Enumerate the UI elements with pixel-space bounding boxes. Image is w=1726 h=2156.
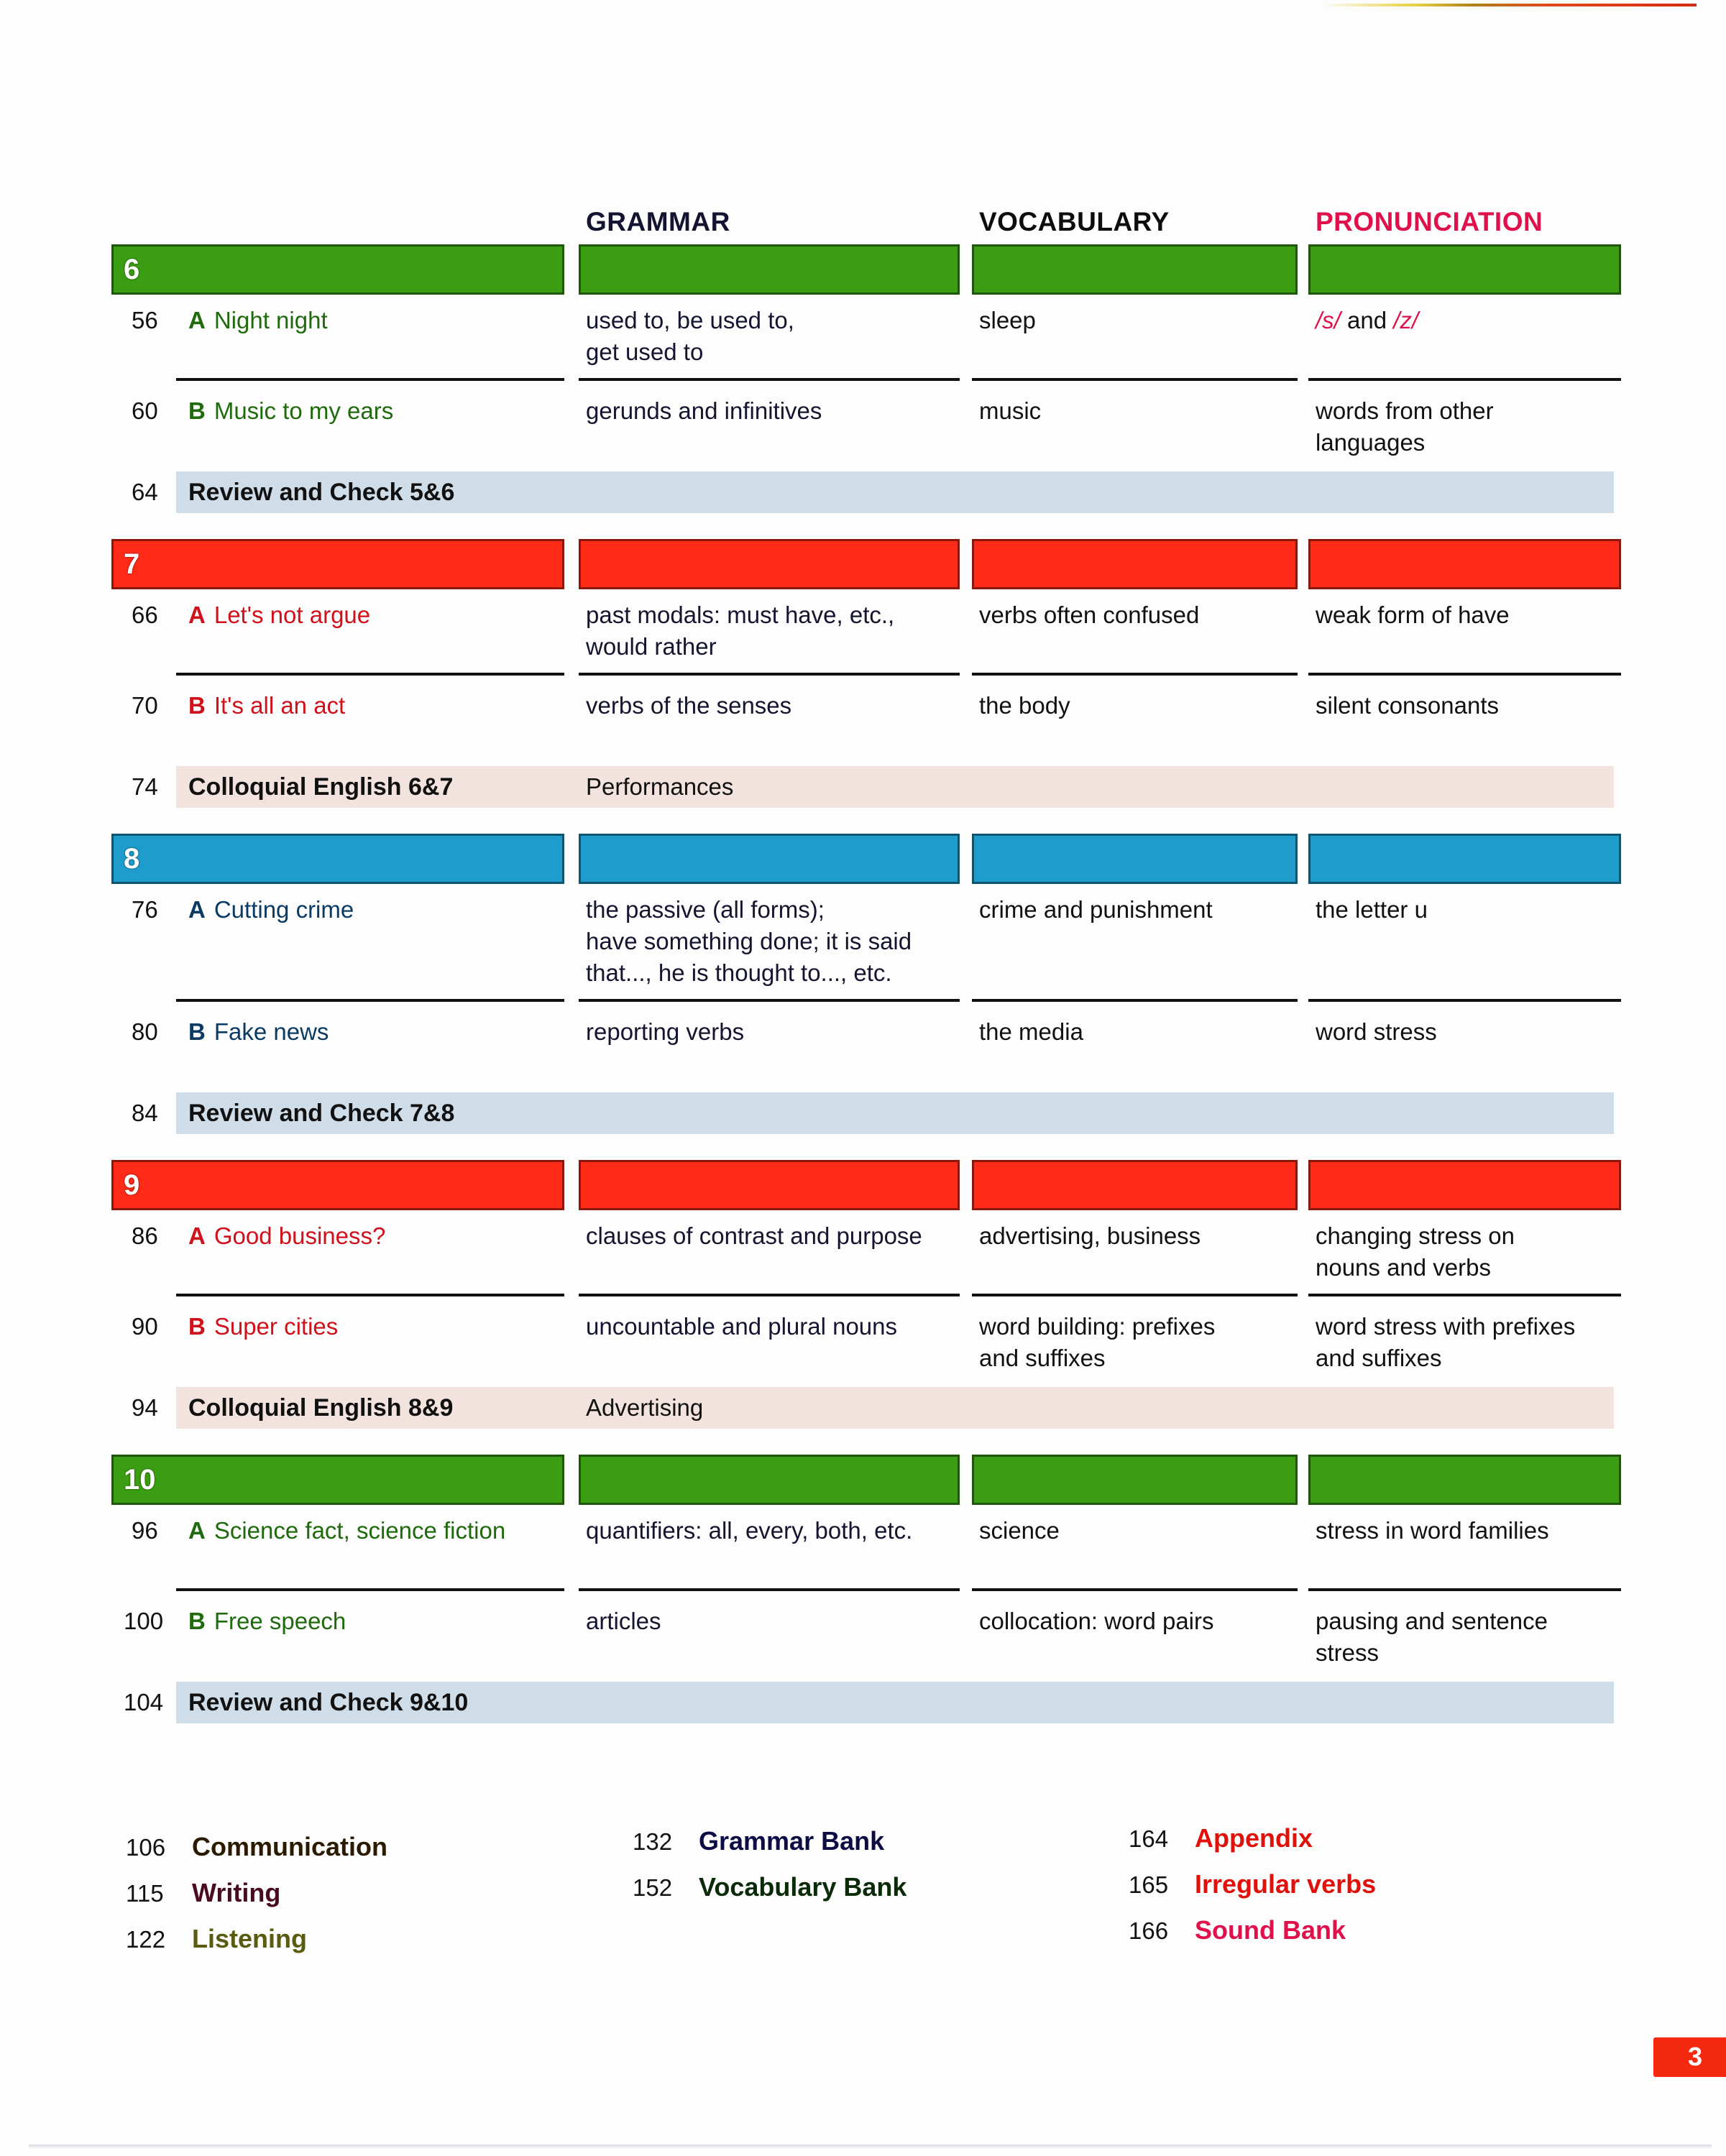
vocabulary-line: verbs often confused — [979, 602, 1200, 628]
grammar-line: clauses of contrast and purpose — [586, 1222, 922, 1249]
unit-color-bar — [1308, 539, 1621, 589]
band-label: Review and Check 7&8 — [188, 1100, 455, 1127]
pronunciation-cell — [1316, 1220, 1515, 1284]
lesson-title: Fake news — [214, 1018, 329, 1045]
band-label: Review and Check 9&10 — [188, 1689, 469, 1716]
unit-number: 7 — [124, 548, 140, 580]
vocabulary-line: word building: prefixes — [979, 1313, 1216, 1340]
lesson-divider — [176, 1294, 564, 1296]
grammar-cell — [586, 894, 912, 989]
grammar-line: would rather — [586, 633, 717, 660]
footer-page-number: 132 — [633, 1828, 673, 1855]
grammar-line: quantifiers: all, every, both, etc. — [586, 1517, 913, 1544]
footer-link-listening[interactable] — [126, 1923, 307, 1955]
grammar-line: articles — [586, 1608, 661, 1634]
grammar-line: reporting verbs — [586, 1018, 745, 1045]
lesson-page-number: 80 — [132, 1018, 158, 1045]
pronunciation-cell — [1316, 690, 1499, 722]
lesson-title: Let's not argue — [214, 602, 371, 628]
footer-page-number: 165 — [1129, 1871, 1169, 1898]
lesson-title: Super cities — [214, 1313, 339, 1340]
grammar-cell — [586, 1311, 897, 1342]
lesson-letter: B — [188, 397, 206, 424]
lesson-letter: A — [188, 1222, 206, 1249]
pronunciation-cell — [1316, 599, 1510, 631]
lesson-title: It's all an act — [214, 692, 346, 719]
lesson-title: Free speech — [214, 1608, 346, 1634]
lesson-divider — [972, 673, 1298, 676]
vocabulary-cell — [979, 1515, 1060, 1547]
vocabulary-column-header: VOCABULARY — [979, 207, 1170, 236]
footer-label: Communication — [192, 1832, 388, 1861]
lesson-divider — [972, 999, 1298, 1002]
pronunciation-line: silent consonants — [1316, 692, 1499, 719]
vocabulary-cell — [979, 1220, 1201, 1252]
pronunciation-cell — [1316, 1515, 1549, 1547]
lesson-title-link[interactable] — [188, 397, 393, 425]
footer-page-number: 166 — [1129, 1917, 1169, 1944]
lesson-divider — [1308, 1588, 1621, 1591]
footer-page-number: 106 — [126, 1834, 166, 1861]
vocabulary-cell — [979, 599, 1199, 631]
lesson-title-link[interactable] — [188, 1222, 385, 1250]
unit-color-bar — [579, 1160, 960, 1210]
grammar-line: have something done; it is said — [586, 928, 912, 954]
unit-color-bar — [1308, 834, 1621, 884]
footer-page-number: 115 — [126, 1880, 164, 1907]
lesson-divider — [1308, 999, 1621, 1002]
unit-header-bar — [111, 1160, 564, 1210]
lesson-letter: A — [188, 1517, 206, 1544]
vocabulary-cell — [979, 395, 1041, 427]
vocabulary-line: science — [979, 1517, 1060, 1544]
footer-label: Irregular verbs — [1195, 1869, 1377, 1899]
pronunciation-line: word stress — [1316, 1018, 1437, 1045]
vocabulary-cell — [979, 305, 1036, 336]
lesson-page-number: 100 — [124, 1608, 164, 1634]
footer-link-communication[interactable] — [126, 1831, 387, 1864]
unit-header-bar — [111, 1455, 564, 1505]
pronunciation-cell — [1316, 305, 1418, 336]
vocabulary-line: the body — [979, 692, 1070, 719]
lesson-title-link[interactable] — [188, 1018, 329, 1046]
lesson-page-number: 66 — [132, 602, 158, 628]
footer-label: Appendix — [1195, 1823, 1313, 1853]
lesson-title: Music to my ears — [214, 397, 394, 424]
grammar-line: get used to — [586, 338, 704, 365]
grammar-line: past modals: must have, etc., — [586, 602, 895, 628]
grammar-line: gerunds and infinitives — [586, 397, 822, 424]
lesson-divider — [972, 1294, 1298, 1296]
footer-label: Vocabulary Bank — [699, 1872, 907, 1902]
unit-color-bar — [1308, 244, 1621, 295]
lesson-title-link[interactable] — [188, 895, 354, 924]
pronunciation-line: stress — [1316, 1639, 1380, 1666]
unit-header-bar — [111, 539, 564, 589]
page-number: 3 — [1688, 2042, 1703, 2071]
pronunciation-cell — [1316, 1311, 1575, 1374]
lesson-title-link[interactable] — [188, 306, 328, 335]
grammar-cell — [586, 1515, 912, 1547]
unit-color-bar — [579, 1455, 960, 1505]
pronunciation-cell — [1316, 395, 1494, 459]
unit-number: 8 — [124, 843, 140, 875]
unit-color-bar — [972, 1160, 1298, 1210]
grammar-cell — [586, 305, 794, 368]
footer-link-sound-bank[interactable] — [1129, 1915, 1346, 1947]
lesson-title: Good business? — [214, 1222, 386, 1249]
lesson-divider — [579, 378, 960, 381]
lesson-title-link[interactable] — [188, 1312, 338, 1341]
unit-color-bar — [972, 244, 1298, 295]
footer-page-number: 152 — [633, 1874, 673, 1901]
lesson-letter: B — [188, 692, 206, 719]
vocabulary-line: advertising, business — [979, 1222, 1201, 1249]
unit-color-bar — [579, 834, 960, 884]
footer-label: Grammar Bank — [699, 1826, 885, 1856]
pronunciation-line: languages — [1316, 429, 1426, 456]
lesson-divider — [176, 1588, 564, 1591]
lesson-divider — [176, 999, 564, 1002]
band-page-number: 104 — [124, 1689, 164, 1715]
pronunciation-line: pausing and sentence — [1316, 1608, 1548, 1634]
lesson-letter: B — [188, 1608, 206, 1634]
footer-label: Sound Bank — [1195, 1915, 1346, 1945]
grammar-cell — [586, 395, 822, 427]
lesson-divider — [579, 999, 960, 1002]
grammar-cell — [586, 1220, 922, 1252]
grammar-line: the passive (all forms); — [586, 896, 825, 923]
footer-link-grammar-bank[interactable] — [633, 1825, 884, 1858]
lesson-letter: A — [188, 307, 206, 333]
footer-link-appendix[interactable] — [1129, 1823, 1313, 1855]
grammar-line: used to, be used to, — [586, 307, 794, 333]
footer-link-irregular-verbs[interactable] — [1129, 1869, 1376, 1901]
unit-number: 6 — [124, 254, 140, 285]
pronunciation-cell — [1316, 1606, 1548, 1669]
band-subtitle: Performances — [586, 773, 734, 800]
grammar-cell — [586, 690, 791, 722]
vocabulary-line: sleep — [979, 307, 1036, 333]
band-page-number: 94 — [132, 1394, 158, 1421]
lesson-title: Cutting crime — [214, 896, 354, 923]
lesson-divider — [1308, 378, 1621, 381]
pronunciation-line: the letter u — [1316, 896, 1428, 923]
footer-label: Writing — [192, 1878, 281, 1907]
band-label: Colloquial English 8&9 — [188, 1394, 454, 1422]
pronunciation-line: /s/ and /z/ — [1316, 307, 1419, 333]
pronunciation-cell — [1316, 1016, 1437, 1048]
lesson-letter: B — [188, 1313, 206, 1340]
vocabulary-cell — [979, 1311, 1215, 1374]
pronunciation-line: nouns and verbs — [1316, 1254, 1492, 1281]
lesson-divider — [176, 673, 564, 676]
vocabulary-cell — [979, 894, 1213, 926]
lesson-page-number: 70 — [132, 692, 158, 719]
pronunciation-line: word stress with prefixes — [1316, 1313, 1576, 1340]
vocabulary-cell — [979, 690, 1070, 722]
unit-color-bar — [579, 539, 960, 589]
pronunciation-line: stress in word families — [1316, 1517, 1549, 1544]
lesson-page-number: 90 — [132, 1313, 158, 1340]
lesson-title: Night night — [214, 307, 328, 333]
lesson-title-link[interactable] — [188, 601, 370, 630]
vocabulary-line: and suffixes — [979, 1345, 1106, 1371]
vocabulary-line: the media — [979, 1018, 1083, 1045]
band-subtitle: Advertising — [586, 1394, 704, 1421]
footer-link-vocabulary-bank[interactable] — [633, 1871, 906, 1904]
lesson-title: Science fact, science fiction — [214, 1517, 506, 1544]
lesson-title-link[interactable] — [188, 1607, 346, 1636]
lesson-divider — [972, 1588, 1298, 1591]
unit-color-bar — [972, 834, 1298, 884]
decorative-top-rule — [1323, 4, 1697, 6]
band-page-number: 84 — [132, 1100, 158, 1126]
band-label: Colloquial English 6&7 — [188, 773, 454, 801]
unit-color-bar — [1308, 1160, 1621, 1210]
page-edge-shadow — [29, 2145, 1712, 2149]
vocabulary-line: crime and punishment — [979, 896, 1213, 923]
unit-header-bar — [111, 834, 564, 884]
lesson-divider — [579, 1588, 960, 1591]
pronunciation-line: words from other — [1316, 397, 1494, 424]
lesson-title-link[interactable] — [188, 691, 345, 720]
lesson-divider — [176, 378, 564, 381]
unit-color-bar — [972, 539, 1298, 589]
unit-number: 9 — [124, 1169, 140, 1201]
unit-color-bar — [579, 244, 960, 295]
lesson-divider — [579, 673, 960, 676]
lesson-page-number: 60 — [132, 397, 158, 424]
lesson-page-number: 76 — [132, 896, 158, 923]
unit-header-bar — [111, 244, 564, 295]
grammar-line: uncountable and plural nouns — [586, 1313, 898, 1340]
lesson-divider — [1308, 1294, 1621, 1296]
grammar-line: verbs of the senses — [586, 692, 792, 719]
band-page-number: 74 — [132, 773, 158, 800]
pronunciation-cell — [1316, 894, 1428, 926]
grammar-cell — [586, 1606, 661, 1637]
unit-color-bar — [972, 1455, 1298, 1505]
lesson-letter: A — [188, 896, 206, 923]
pronunciation-line: weak form of have — [1316, 602, 1510, 628]
lesson-letter: A — [188, 602, 206, 628]
pronunciation-line: and suffixes — [1316, 1345, 1442, 1371]
pronunciation-line: changing stress on — [1316, 1222, 1515, 1249]
lesson-divider — [1308, 673, 1621, 676]
vocabulary-line: music — [979, 397, 1042, 424]
lesson-page-number: 56 — [132, 307, 158, 333]
grammar-cell — [586, 1016, 744, 1048]
footer-link-writing[interactable] — [126, 1877, 280, 1909]
unit-number: 10 — [124, 1464, 156, 1496]
grammar-line: that..., he is thought to..., etc. — [586, 959, 892, 986]
unit-color-bar — [1308, 1455, 1621, 1505]
lesson-page-number: 96 — [132, 1517, 158, 1544]
lesson-title-link[interactable] — [188, 1516, 505, 1545]
band-label: Review and Check 5&6 — [188, 479, 455, 506]
vocabulary-cell — [979, 1606, 1214, 1637]
lesson-divider — [579, 1294, 960, 1296]
lesson-letter: B — [188, 1018, 206, 1045]
footer-label: Listening — [192, 1924, 307, 1953]
grammar-column-header: GRAMMAR — [586, 207, 730, 236]
lesson-divider — [972, 378, 1298, 381]
lesson-page-number: 86 — [132, 1222, 158, 1249]
page-number-tab — [1653, 2037, 1726, 2077]
vocabulary-line: collocation: word pairs — [979, 1608, 1214, 1634]
footer-page-number: 122 — [126, 1926, 166, 1953]
grammar-cell — [586, 599, 894, 663]
footer-page-number: 164 — [1129, 1825, 1169, 1852]
pronunciation-column-header: PRONUNCIATION — [1316, 207, 1543, 236]
band-page-number: 64 — [132, 479, 158, 505]
vocabulary-cell — [979, 1016, 1083, 1048]
